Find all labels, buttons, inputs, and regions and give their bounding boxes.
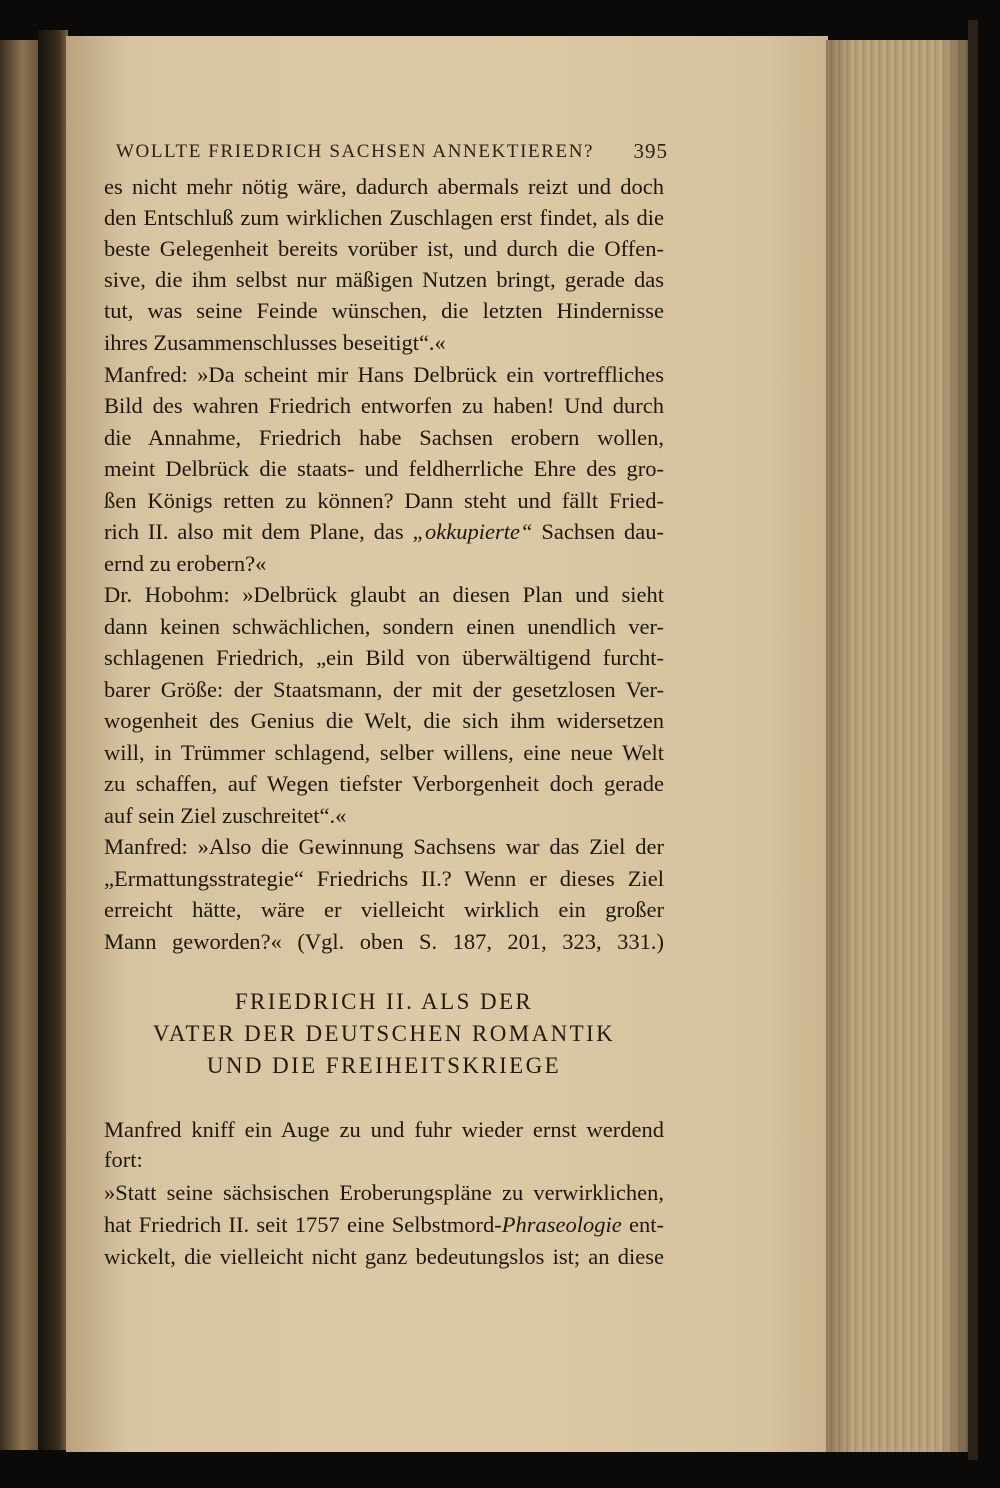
page-stack-shade: [826, 40, 970, 1452]
body-line: ernd zu erobern?«: [104, 551, 267, 576]
body-line: dann keinen schwächlichen, sondern einen unendlich ver-: [104, 614, 664, 639]
section-line: »Statt seine sächsischen Eroberungspläne zu verwirklichen,: [104, 1180, 664, 1205]
italic-term: Phraseologie: [501, 1212, 622, 1237]
section-line: Manfred kniff ein Auge zu und fuhr wieder ernst werdend: [104, 1117, 664, 1142]
body-line: sive, die ihm selbst nur mäßigen Nutzen bringt, gerade das: [104, 267, 664, 292]
body-line: Manfred: »Da scheint mir Hans Delbrück ein vortreffliches: [104, 362, 664, 387]
body-line: will, in Trümmer schlagend, selber willens, eine neue Welt: [104, 740, 664, 765]
section-heading-line: UND DIE FREIHEITSKRIEGE: [206, 1053, 562, 1078]
body-line: zu schaffen, auf Wegen tiefster Verborgenheit doch gerade: [104, 771, 664, 796]
body-line: „Ermattungsstrategie“ Friedrichs II.? Wenn er dieses Ziel: [104, 866, 664, 891]
body-line: ßen Königs retten zu können? Dann steht und fällt Fried-: [104, 488, 664, 513]
body-line: tut, was seine Feinde wünschen, die letzten Hindernisse: [104, 298, 664, 323]
left-page-edge: [0, 40, 38, 1450]
running-head-title: WOLLTE FRIEDRICH SACHSEN ANNEKTIEREN?: [116, 141, 595, 162]
body-line: auf sein Ziel zuschreitet“.«: [104, 803, 347, 828]
italic-term: „okkupierte“: [412, 519, 533, 544]
running-head: [116, 141, 668, 163]
body-line: wogenheit des Genius die Welt, die sich ihm widersetzen: [104, 708, 664, 733]
body-line: ihres Zusammenschlusses beseitigt“.«: [104, 330, 446, 355]
body-line: barer Größe: der Staatsmann, der mit der gesetzlosen Ver-: [104, 677, 664, 702]
section-heading-line: VATER DER DEUTSCHEN ROMANTIK: [152, 1021, 616, 1046]
body-line: die Annahme, Friedrich habe Sachsen erobern wollen,: [104, 425, 664, 450]
body-line: meint Delbrück die staats- und feldherrliche Ehre des gro-: [104, 456, 664, 481]
section-line-tail: ent-: [621, 1212, 664, 1237]
book-gutter: [38, 30, 68, 1450]
body-line: [104, 519, 664, 545]
body-line: es nicht mehr nötig wäre, dadurch abermals reizt und doch: [104, 174, 664, 199]
section-heading-line: FRIEDRICH II. ALS DER: [234, 989, 534, 1014]
body-line-text: rich II. also mit dem Plane, das: [104, 519, 404, 544]
section-line: [104, 1212, 664, 1238]
body-line: beste Gelegenheit bereits vorüber ist, und durch die Offen-: [104, 236, 664, 261]
section-line: wickelt, die vielleicht nicht ganz bedeutungslos ist; an diese: [104, 1244, 664, 1269]
body-line-tail: Sachsen dau-: [532, 519, 664, 544]
section-line-text: hat Friedrich II. seit 1757 eine Selbstmord-: [104, 1212, 502, 1237]
page-number: 395: [633, 139, 668, 163]
book-cover-edge: [968, 20, 978, 1460]
body-line: Manfred: »Also die Gewinnung Sachsens war das Ziel der: [104, 834, 664, 859]
section-line: fort:: [104, 1147, 143, 1172]
body-line: Dr. Hobohm: »Delbrück glaubt an diesen Plan und sieht: [104, 582, 664, 607]
body-line: den Entschluß zum wirklichen Zuschlagen erst findet, als die: [104, 205, 664, 230]
body-line: erreicht hätte, wäre er vielleicht wirklich ein großer: [104, 897, 664, 922]
body-line: Mann geworden?« (Vgl. oben S. 187, 201, 323, 331.): [104, 929, 664, 954]
body-line: Bild des wahren Friedrich entworfen zu haben! Und durch: [104, 393, 664, 418]
body-line: schlagenen Friedrich, „ein Bild von überwältigend furcht-: [104, 645, 664, 670]
